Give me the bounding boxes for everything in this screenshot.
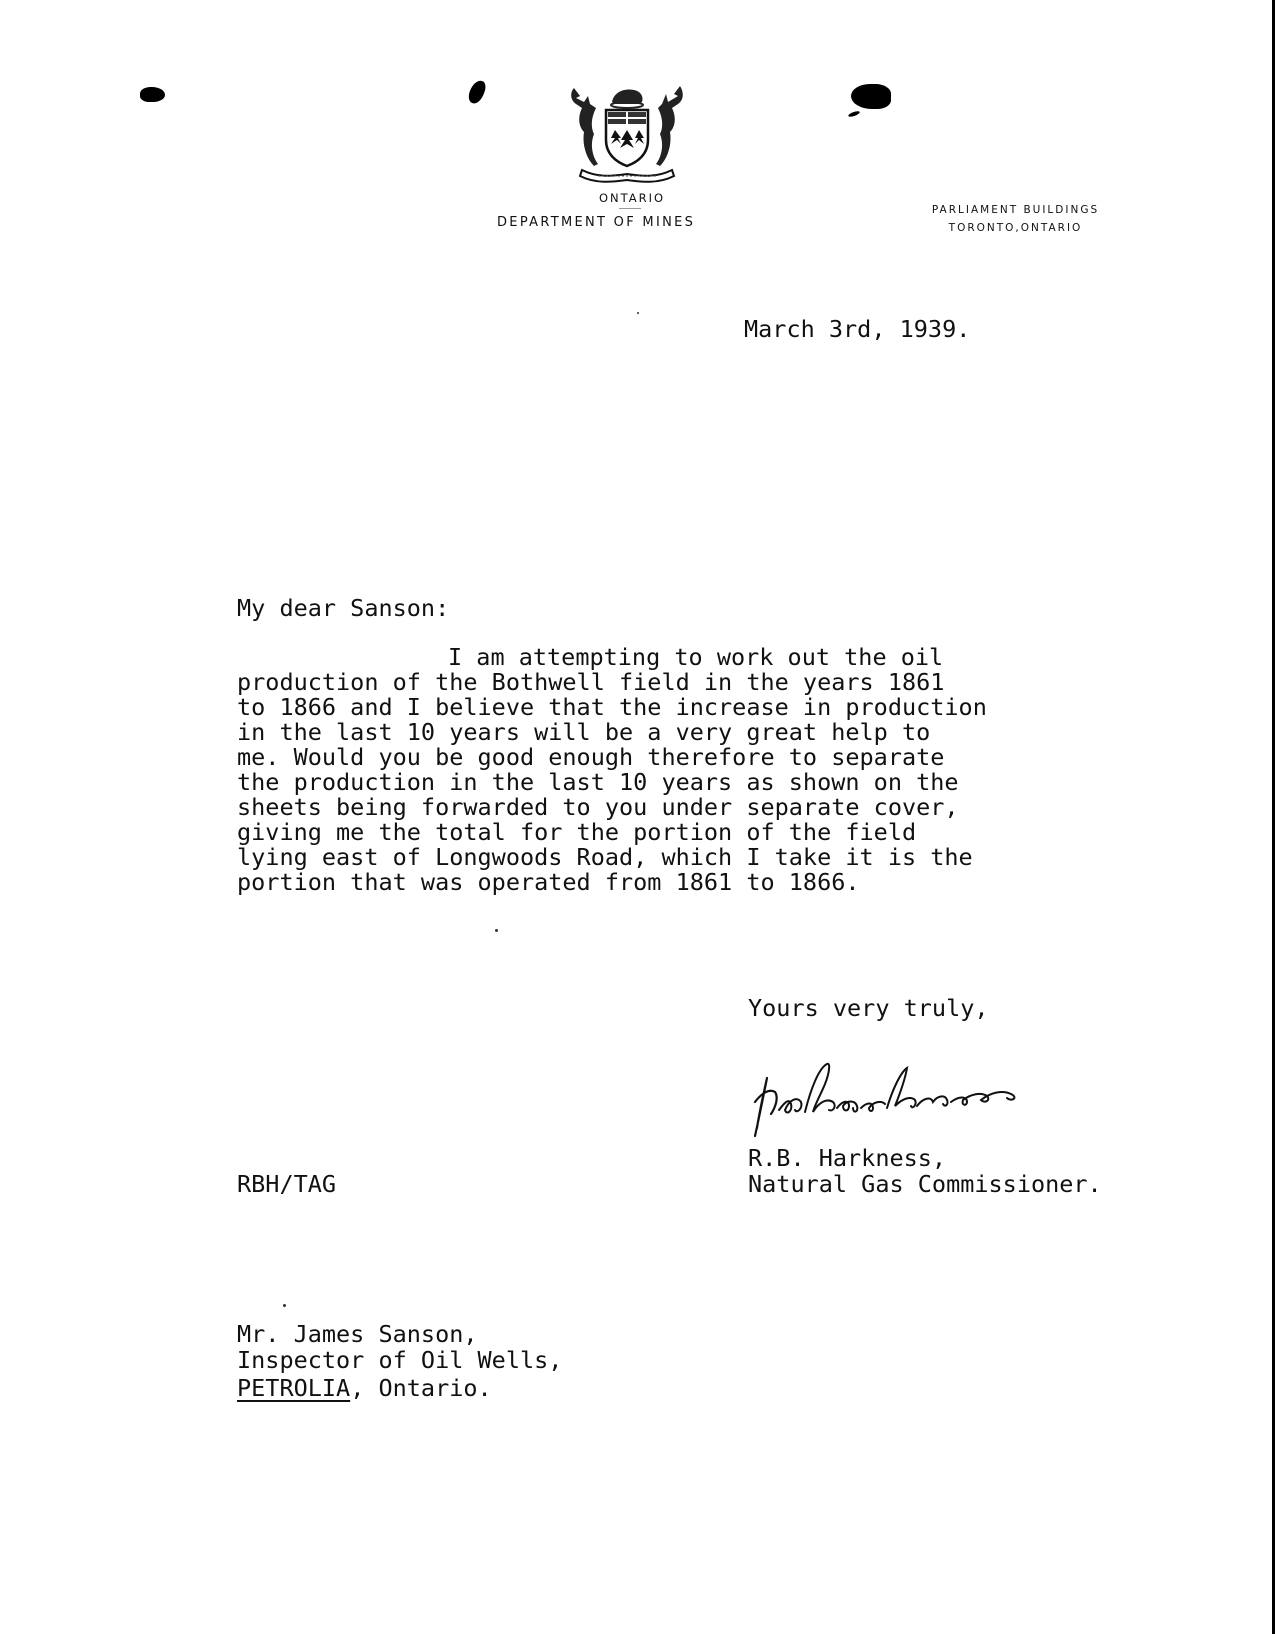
letterhead-province: ONTARIO bbox=[598, 191, 666, 205]
paper-speck bbox=[283, 1304, 286, 1307]
letter-closing: Yours very truly, bbox=[748, 994, 989, 1022]
ink-blot bbox=[851, 84, 891, 109]
ink-blot bbox=[466, 78, 487, 105]
letterhead-department: DEPARTMENT OF MINES bbox=[497, 215, 696, 230]
ink-blot bbox=[140, 87, 165, 102]
body-line: I am attempting to work out the oil bbox=[448, 643, 944, 671]
letterhead-address-line-1: PARLIAMENT BUILDINGS bbox=[931, 204, 1100, 216]
reference-initials: RBH/TAG bbox=[237, 1170, 337, 1198]
recipient-name: Mr. James Sanson, bbox=[237, 1320, 478, 1348]
body-line: lying east of Longwoods Road, which I take it is the bbox=[237, 843, 973, 871]
recipient-province: , Ontario. bbox=[350, 1374, 492, 1402]
recipient-location bbox=[237, 1374, 492, 1402]
body-line: giving me the total for the portion of the field bbox=[237, 818, 917, 846]
signer-title: Natural Gas Commissioner. bbox=[748, 1170, 1102, 1198]
letterhead-address-line-2: TORONTO,ONTARIO bbox=[948, 222, 1083, 234]
paper-speck bbox=[637, 312, 639, 314]
ontario-coat-of-arms-icon bbox=[568, 82, 686, 188]
recipient-title: Inspector of Oil Wells, bbox=[237, 1346, 563, 1374]
letter-salutation: My dear Sanson: bbox=[237, 594, 450, 622]
signer-name: R.B. Harkness, bbox=[748, 1144, 947, 1172]
body-line: to 1866 and I believe that the increase in production bbox=[237, 693, 987, 721]
body-line: me. Would you be good enough therefore to separate bbox=[237, 743, 945, 771]
handwritten-signature bbox=[745, 1058, 1075, 1140]
letterhead-divider bbox=[619, 208, 641, 209]
body-line: in the last 10 years will be a very great help to bbox=[237, 718, 931, 746]
body-line: sheets being forwarded to you under separate cover, bbox=[237, 793, 959, 821]
body-line: production of the Bothwell field in the years 1861 bbox=[237, 668, 945, 696]
ink-blot bbox=[848, 110, 861, 118]
recipient-city: PETROLIA bbox=[237, 1374, 351, 1402]
body-line: portion that was operated from 1861 to 1866. bbox=[237, 868, 860, 896]
letter-date: March 3rd, 1939. bbox=[744, 315, 971, 343]
paper-speck bbox=[495, 929, 498, 932]
body-line: the production in the last 10 years as shown on the bbox=[237, 768, 959, 796]
